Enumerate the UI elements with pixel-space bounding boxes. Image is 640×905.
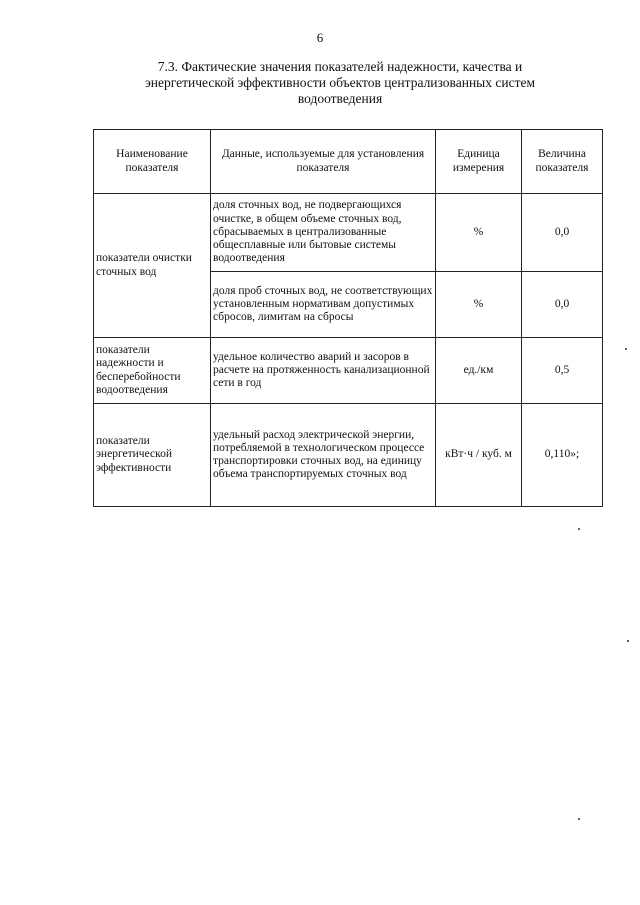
indicator-unit: ед./км [436, 338, 522, 404]
indicator-name: показатели очистки сточных вод [94, 194, 211, 338]
header-data: Данные, используемые для установления показателя [211, 130, 436, 194]
section-title: 7.3. Фактические значения показателей надежности, качества и энергетической эффективности объектов централизованных систем водоотведения [144, 59, 536, 106]
header-unit: Единица измерения [436, 130, 522, 194]
table-row [94, 338, 603, 404]
indicator-value: 0,5 [522, 338, 603, 404]
scan-speck [578, 528, 580, 530]
indicator-data: доля сточных вод, не подвергающихся очистке, в общем объеме сточных вод, сбрасываемых в централизованные общесплавные или бытовые системы водоотведения [211, 194, 436, 272]
indicator-value: 0,110»; [522, 404, 603, 507]
indicators-table [93, 129, 603, 507]
indicator-unit: % [436, 194, 522, 272]
header-value: Величина показателя [522, 130, 603, 194]
indicator-name: показатели надежности и бесперебойности водоотведения [94, 338, 211, 404]
indicator-data: удельное количество аварий и засоров в расчете на протяженность канализационной сети в год [211, 338, 436, 404]
header-name: Наименование показателя [94, 130, 211, 194]
indicator-unit: кВт·ч / куб. м [436, 404, 522, 507]
table-row [94, 194, 603, 272]
indicator-value: 0,0 [522, 194, 603, 272]
indicator-name: показатели энергетической эффективности [94, 404, 211, 507]
table-row [94, 404, 603, 507]
table-header-row [94, 130, 603, 194]
indicator-unit: % [436, 272, 522, 338]
scan-speck [578, 818, 580, 820]
indicator-value: 0,0 [522, 272, 603, 338]
indicator-data: удельный расход электрической энергии, потребляемой в технологическом процессе транспортировки сточных вод, на единицу объема транспортируемых сточных вод [211, 404, 436, 507]
page-number: 6 [316, 30, 324, 45]
scan-speck [625, 348, 627, 350]
scan-speck [627, 640, 629, 642]
indicator-data: доля проб сточных вод, не соответствующих установленным нормативам допустимых сбросов, лимитам на сбросы [211, 272, 436, 338]
